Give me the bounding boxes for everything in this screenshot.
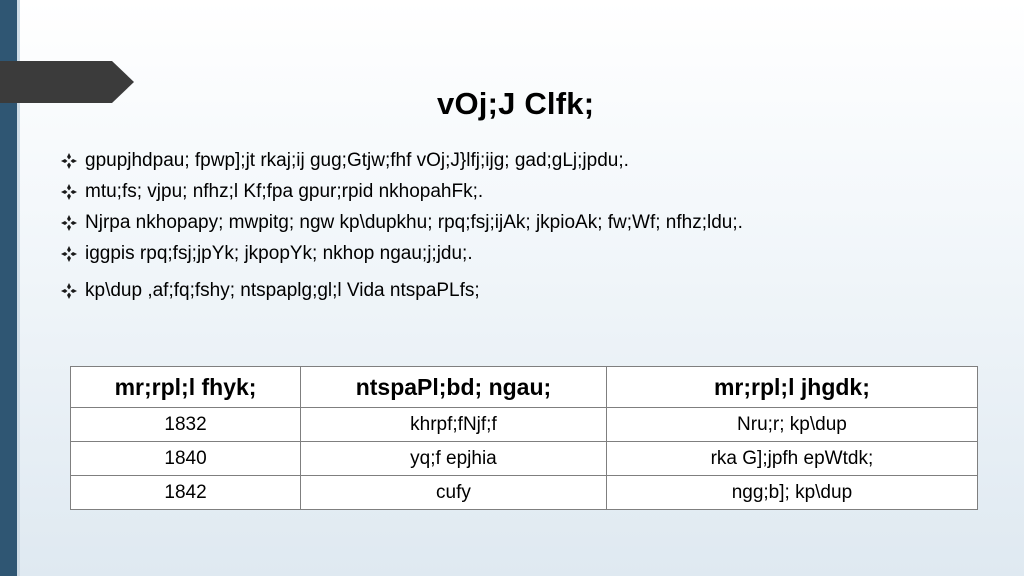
table-row bbox=[71, 408, 978, 442]
table-cell: rka G];jpfh epWtdk; bbox=[606, 442, 977, 476]
table-cell: 1832 bbox=[71, 408, 301, 442]
table-header-row bbox=[71, 367, 978, 408]
table-row bbox=[71, 442, 978, 476]
table-cell: ngg;b]; kp\dup bbox=[606, 476, 977, 510]
table-cell: yq;f epjhia bbox=[301, 442, 607, 476]
table-cell: khrpf;fNjf;f bbox=[301, 408, 607, 442]
bullet-item bbox=[60, 275, 743, 306]
bullet-item bbox=[60, 207, 743, 238]
slide-title: vOj;J Clfk; bbox=[437, 86, 595, 121]
bullet-text: iggpis rpq;fsj;jpYk; jkpopYk; nkhop ngau;j;jdu;. bbox=[85, 242, 473, 264]
arrow-banner-shape bbox=[0, 61, 134, 103]
diamond-bullet-icon bbox=[60, 245, 82, 263]
publications-table bbox=[70, 366, 978, 510]
bullet-item bbox=[60, 145, 743, 176]
column-header-publication-name: ntspaPl;bd; ngau; bbox=[301, 367, 607, 408]
table-row bbox=[71, 476, 978, 510]
table-cell: 1842 bbox=[71, 476, 301, 510]
table-cell: 1840 bbox=[71, 442, 301, 476]
table-cell: Nru;r; kp\dup bbox=[606, 408, 977, 442]
table-cell: cufy bbox=[301, 476, 607, 510]
bullet-item bbox=[60, 238, 743, 269]
diamond-bullet-icon bbox=[60, 183, 82, 201]
bullet-text: gpupjhdpau; fpwp];jt rkaj;ij gug;Gtjw;fhf vOj;J}lfj;ijg; gad;gLj;jpdu;. bbox=[85, 149, 629, 171]
column-header-print-period: mr;rpl;l fhyk; bbox=[71, 367, 301, 408]
bullet-text: Njrpa nkhopapy; mwpitg; ngw kp\dupkhu; rpq;fsj;ijAk; jkpioAk; fw;Wf; nfhz;ldu;. bbox=[85, 211, 743, 233]
bullet-text: mtu;fs; vjpu; nfhz;l Kf;fpa gpur;rpid nkhopahFk;. bbox=[85, 180, 484, 202]
diamond-bullet-icon bbox=[60, 152, 82, 170]
diamond-bullet-icon bbox=[60, 214, 82, 232]
bullet-item bbox=[60, 176, 743, 207]
diamond-bullet-icon bbox=[60, 282, 82, 300]
column-header-press: mr;rpl;l jhgdk; bbox=[606, 367, 977, 408]
bullet-list bbox=[60, 145, 743, 306]
bullet-text: kp\dup ,af;fq;fshy; ntspaplg;gl;l Vida ntspaPLfs; bbox=[85, 279, 480, 301]
